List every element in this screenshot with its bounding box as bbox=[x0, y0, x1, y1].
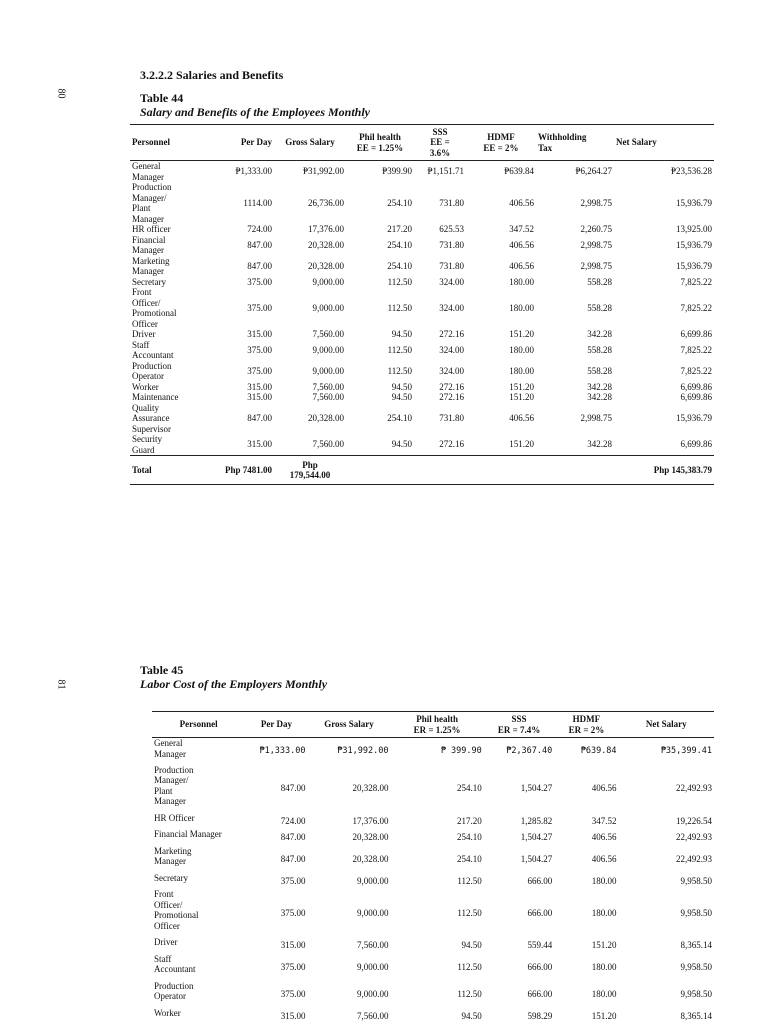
col-personnel: Personnel bbox=[152, 712, 245, 738]
personnel-name: Secretary bbox=[154, 872, 188, 883]
per-day-cell: 847.00 bbox=[247, 239, 272, 250]
table-44-title: Salary and Benefits of the Employees Monthly bbox=[140, 105, 371, 119]
per-day-cell: 375.00 bbox=[280, 875, 306, 886]
net-salary-cell: ₱23,536.28 bbox=[670, 166, 712, 177]
hdmf-cell: 406.56 bbox=[591, 853, 617, 864]
sss-cell: ₱2,367.40 bbox=[506, 746, 553, 756]
sss-cell: 272.16 bbox=[439, 381, 464, 392]
phil-health-cell: 112.50 bbox=[457, 907, 482, 918]
personnel-name: Worker bbox=[132, 381, 159, 392]
phil-health-cell: 94.50 bbox=[391, 439, 412, 450]
personnel-name: General Manager bbox=[132, 161, 164, 182]
sss-cell: 324.00 bbox=[439, 344, 464, 355]
sss-cell: 272.16 bbox=[439, 392, 464, 402]
withholding-tax-cell: 558.28 bbox=[587, 276, 612, 287]
sss-cell: 272.16 bbox=[439, 329, 464, 339]
personnel-name: General Manager bbox=[154, 738, 186, 759]
table-row bbox=[130, 361, 714, 382]
withholding-tax-cell: 342.28 bbox=[587, 392, 612, 402]
phil-health-cell: ₱399.90 bbox=[382, 166, 412, 177]
gross-salary-cell: 7,560.00 bbox=[356, 1010, 389, 1021]
col-sss: SSS EE = 3.6% bbox=[414, 125, 466, 161]
sss-cell: 559.44 bbox=[527, 940, 553, 950]
net-salary-cell: 7,825.22 bbox=[680, 344, 712, 355]
net-salary-cell: 22,492.93 bbox=[676, 853, 712, 864]
phil-health-cell: 112.50 bbox=[457, 961, 482, 972]
table-row bbox=[130, 277, 714, 288]
personnel-name: Maintenance bbox=[132, 392, 179, 402]
sss-cell: 625.53 bbox=[439, 224, 464, 234]
table-45 bbox=[152, 711, 714, 1024]
gross-salary-cell: 7,560.00 bbox=[312, 439, 344, 450]
per-day-cell: 315.00 bbox=[247, 381, 272, 392]
withholding-tax-cell: 558.28 bbox=[587, 302, 612, 313]
sss-cell: 731.80 bbox=[439, 197, 464, 208]
col-per-day: Per Day bbox=[214, 125, 274, 161]
per-day-cell: ₱1,333.00 bbox=[259, 746, 306, 756]
hdmf-cell: 180.00 bbox=[591, 961, 617, 972]
sss-cell: 324.00 bbox=[439, 365, 464, 376]
gross-salary-cell: 9,000.00 bbox=[356, 907, 389, 918]
hdmf-cell: 151.20 bbox=[509, 329, 534, 339]
personnel-name: Front Officer/ Promotional Officer bbox=[132, 287, 177, 329]
net-salary-cell: 9,958.50 bbox=[680, 907, 712, 918]
gross-salary-cell: 17,376.00 bbox=[352, 815, 389, 826]
phil-health-cell: 112.50 bbox=[387, 365, 412, 376]
col-sss: SSS ER = 7.4% bbox=[484, 712, 555, 738]
per-day-cell: 375.00 bbox=[280, 907, 306, 918]
net-salary-cell: 8,365.14 bbox=[680, 940, 712, 950]
gross-salary-cell: 9,000.00 bbox=[312, 276, 344, 287]
phil-health-cell: 217.20 bbox=[387, 224, 412, 234]
gross-salary-cell: 9,000.00 bbox=[312, 344, 344, 355]
personnel-name: Quality Assurance Supervisor bbox=[132, 402, 171, 434]
hdmf-cell: 151.20 bbox=[591, 940, 617, 950]
table-row bbox=[152, 846, 714, 873]
per-day-cell: 375.00 bbox=[280, 988, 306, 999]
sss-cell: 731.80 bbox=[439, 260, 464, 271]
col-net-salary: Net Salary bbox=[619, 712, 714, 738]
phil-health-cell: 254.10 bbox=[387, 197, 412, 208]
hdmf-cell: 151.20 bbox=[509, 392, 534, 402]
personnel-name: Production Manager/ Plant Manager bbox=[154, 764, 194, 806]
gross-salary-cell: 17,376.00 bbox=[308, 224, 344, 234]
sss-cell: 731.80 bbox=[439, 239, 464, 250]
col-per-day: Per Day bbox=[245, 712, 307, 738]
gross-salary-cell: 20,328.00 bbox=[308, 413, 344, 423]
gross-salary-cell: 20,328.00 bbox=[352, 832, 389, 842]
withholding-tax-cell: 2,998.75 bbox=[580, 260, 612, 271]
phil-health-cell: 94.50 bbox=[391, 392, 412, 402]
personnel-name: Security Guard bbox=[132, 434, 162, 455]
per-day-cell: 1114.00 bbox=[243, 197, 272, 208]
per-day-cell: 315.00 bbox=[247, 439, 272, 450]
hdmf-cell: ₱639.84 bbox=[504, 166, 534, 177]
personnel-name: Secretary bbox=[132, 276, 166, 287]
phil-health-cell: 112.50 bbox=[387, 276, 412, 287]
sss-cell: 666.00 bbox=[527, 988, 553, 999]
phil-health-cell: ₱ 399.90 bbox=[440, 746, 482, 756]
col-gross-salary: Gross Salary bbox=[274, 125, 346, 161]
gross-salary-cell: 20,328.00 bbox=[352, 783, 389, 794]
col-hdmf: HDMF EE = 2% bbox=[466, 125, 536, 161]
phil-health-cell: 254.10 bbox=[457, 783, 482, 794]
phil-health-cell: 112.50 bbox=[387, 302, 412, 313]
sss-cell: 272.16 bbox=[439, 439, 464, 450]
per-day-cell: 847.00 bbox=[280, 832, 306, 842]
per-day-cell: 847.00 bbox=[247, 413, 272, 423]
total-per-day: Php 7481.00 bbox=[214, 456, 274, 485]
table-45-label: Table 45 bbox=[140, 663, 184, 677]
hdmf-cell: 406.56 bbox=[591, 832, 617, 842]
personnel-name: Production Operator bbox=[132, 360, 172, 381]
gross-salary-cell: 9,000.00 bbox=[356, 988, 389, 999]
net-salary-cell: 15,936.79 bbox=[676, 239, 712, 250]
hdmf-cell: 180.00 bbox=[509, 302, 534, 313]
gross-salary-cell: 20,328.00 bbox=[308, 260, 344, 271]
sss-cell: 1,285.82 bbox=[520, 815, 553, 826]
per-day-cell: ₱1,333.00 bbox=[235, 166, 272, 177]
table-row bbox=[130, 256, 714, 277]
personnel-name: HR Officer bbox=[154, 812, 195, 823]
table-row bbox=[152, 981, 714, 1008]
hdmf-cell: 180.00 bbox=[509, 365, 534, 376]
gross-salary-cell: 9,000.00 bbox=[356, 875, 389, 886]
personnel-name: Front Officer/ Promotional Officer bbox=[154, 889, 199, 931]
withholding-tax-cell: 558.28 bbox=[587, 365, 612, 376]
table-row bbox=[130, 403, 714, 435]
sss-cell: ₱1,151.71 bbox=[427, 166, 464, 177]
sss-cell: 1,504.27 bbox=[520, 783, 553, 794]
net-salary-cell: 15,936.79 bbox=[676, 260, 712, 271]
page-number: 80 bbox=[55, 88, 67, 99]
table-row bbox=[152, 873, 714, 890]
gross-salary-cell: 26,736.00 bbox=[308, 197, 344, 208]
table-44-caption bbox=[140, 91, 370, 119]
per-day-cell: 315.00 bbox=[280, 940, 306, 950]
sss-cell: 666.00 bbox=[527, 961, 553, 972]
table-44-label: Table 44 bbox=[140, 91, 184, 105]
table-row bbox=[152, 937, 714, 954]
hdmf-cell: 347.52 bbox=[591, 815, 617, 826]
withholding-tax-cell: ₱6,264.27 bbox=[575, 166, 612, 177]
withholding-tax-cell: 342.28 bbox=[587, 439, 612, 450]
gross-salary-cell: 9,000.00 bbox=[356, 961, 389, 972]
personnel-name: Marketing Manager bbox=[132, 255, 170, 276]
per-day-cell: 375.00 bbox=[247, 344, 272, 355]
phil-health-cell: 94.50 bbox=[461, 940, 482, 950]
net-salary-cell: ₱35,399.41 bbox=[660, 746, 712, 756]
net-salary-cell: 6,699.86 bbox=[680, 392, 712, 402]
withholding-tax-cell: 2,998.75 bbox=[580, 239, 612, 250]
hdmf-cell: 180.00 bbox=[509, 276, 534, 287]
per-day-cell: 724.00 bbox=[247, 224, 272, 234]
net-salary-cell: 9,958.50 bbox=[680, 875, 712, 886]
net-salary-cell: 9,958.50 bbox=[680, 988, 712, 999]
table-row bbox=[152, 738, 714, 765]
phil-health-cell: 94.50 bbox=[391, 329, 412, 339]
table-row bbox=[130, 329, 714, 340]
phil-health-cell: 254.10 bbox=[387, 239, 412, 250]
hdmf-cell: 180.00 bbox=[509, 344, 534, 355]
hdmf-cell: 406.56 bbox=[509, 239, 534, 250]
sss-cell: 598.29 bbox=[527, 1010, 553, 1021]
phil-health-cell: 254.10 bbox=[387, 260, 412, 271]
gross-salary-cell: 20,328.00 bbox=[308, 239, 344, 250]
gross-salary-cell: ₱31,992.00 bbox=[337, 746, 389, 756]
phil-health-cell: 254.10 bbox=[457, 832, 482, 842]
personnel-name: Staff Accountant bbox=[154, 953, 196, 974]
phil-health-cell: 254.10 bbox=[387, 413, 412, 423]
hdmf-cell: ₱639.84 bbox=[580, 746, 617, 756]
phil-health-cell: 112.50 bbox=[457, 988, 482, 999]
gross-salary-cell: 20,328.00 bbox=[352, 853, 389, 864]
table-row bbox=[130, 161, 714, 183]
hdmf-cell: 151.20 bbox=[591, 1010, 617, 1021]
table-row bbox=[152, 1008, 714, 1024]
per-day-cell: 724.00 bbox=[280, 815, 306, 826]
table-row bbox=[152, 829, 714, 846]
phil-health-cell: 254.10 bbox=[457, 853, 482, 864]
table-44 bbox=[130, 124, 714, 485]
gross-salary-cell: 7,560.00 bbox=[312, 329, 344, 339]
sss-cell: 324.00 bbox=[439, 302, 464, 313]
table-row bbox=[152, 765, 714, 813]
hdmf-cell: 406.56 bbox=[509, 260, 534, 271]
page-number: 81 bbox=[55, 679, 67, 690]
phil-health-cell: 94.50 bbox=[461, 1010, 482, 1021]
withholding-tax-cell: 342.28 bbox=[587, 381, 612, 392]
sss-cell: 1,504.27 bbox=[520, 832, 553, 842]
gross-salary-cell: 9,000.00 bbox=[312, 365, 344, 376]
per-day-cell: 375.00 bbox=[247, 365, 272, 376]
table-row bbox=[130, 392, 714, 403]
total-label: Total bbox=[130, 456, 214, 485]
table-row bbox=[130, 182, 714, 224]
table-row bbox=[130, 434, 714, 456]
total-net: Php 145,383.79 bbox=[614, 456, 714, 485]
net-salary-cell: 7,825.22 bbox=[680, 302, 712, 313]
personnel-name: HR officer bbox=[132, 224, 171, 234]
net-salary-cell: 6,699.86 bbox=[680, 329, 712, 339]
withholding-tax-cell: 558.28 bbox=[587, 344, 612, 355]
col-withholding-tax: Withholding Tax bbox=[536, 125, 614, 161]
col-personnel: Personnel bbox=[130, 125, 214, 161]
per-day-cell: 847.00 bbox=[280, 853, 306, 864]
personnel-name: Marketing Manager bbox=[154, 845, 192, 866]
hdmf-cell: 347.52 bbox=[509, 224, 534, 234]
sss-cell: 324.00 bbox=[439, 276, 464, 287]
personnel-name: Production Manager/ Plant Manager bbox=[132, 182, 172, 224]
phil-health-cell: 94.50 bbox=[391, 381, 412, 392]
hdmf-cell: 151.20 bbox=[509, 439, 534, 450]
table-row bbox=[130, 340, 714, 361]
table-row bbox=[130, 224, 714, 235]
net-salary-cell: 15,936.79 bbox=[676, 197, 712, 208]
net-salary-cell: 8,365.14 bbox=[680, 1010, 712, 1021]
hdmf-cell: 180.00 bbox=[591, 988, 617, 999]
net-salary-cell: 6,699.86 bbox=[680, 439, 712, 450]
per-day-cell: 315.00 bbox=[247, 392, 272, 402]
phil-health-cell: 112.50 bbox=[457, 875, 482, 886]
sss-cell: 1,504.27 bbox=[520, 853, 553, 864]
col-gross-salary: Gross Salary bbox=[308, 712, 391, 738]
personnel-name: Financial Manager bbox=[154, 829, 222, 839]
col-hdmf: HDMF ER = 2% bbox=[554, 712, 618, 738]
phil-health-cell: 112.50 bbox=[387, 344, 412, 355]
withholding-tax-cell: 2,998.75 bbox=[580, 197, 612, 208]
net-salary-cell: 9,958.50 bbox=[680, 961, 712, 972]
col-phil-health: Phil health ER = 1.25% bbox=[390, 712, 483, 738]
table-row bbox=[152, 813, 714, 830]
per-day-cell: 315.00 bbox=[247, 329, 272, 339]
sss-cell: 666.00 bbox=[527, 907, 553, 918]
net-salary-cell: 19,226.54 bbox=[676, 815, 712, 826]
personnel-name: Staff Accountant bbox=[132, 339, 174, 360]
table-row bbox=[130, 382, 714, 393]
table-row bbox=[130, 235, 714, 256]
per-day-cell: 375.00 bbox=[247, 302, 272, 313]
per-day-cell: 375.00 bbox=[280, 961, 306, 972]
gross-salary-cell: 7,560.00 bbox=[312, 381, 344, 392]
table-row bbox=[152, 889, 714, 937]
gross-salary-cell: ₱31,992.00 bbox=[302, 166, 344, 177]
phil-health-cell: 217.20 bbox=[457, 815, 482, 826]
gross-salary-cell: 7,560.00 bbox=[312, 392, 344, 402]
per-day-cell: 847.00 bbox=[280, 783, 306, 794]
net-salary-cell: 22,492.93 bbox=[676, 832, 712, 842]
col-net-salary: Net Salary bbox=[614, 125, 714, 161]
net-salary-cell: 7,825.22 bbox=[680, 276, 712, 287]
sss-cell: 731.80 bbox=[439, 413, 464, 423]
withholding-tax-cell: 2,260.75 bbox=[580, 224, 612, 234]
net-salary-cell: 15,936.79 bbox=[676, 413, 712, 423]
personnel-name: Driver bbox=[154, 937, 178, 947]
per-day-cell: 847.00 bbox=[247, 260, 272, 271]
hdmf-cell: 406.56 bbox=[591, 783, 617, 794]
net-salary-cell: 6,699.86 bbox=[680, 381, 712, 392]
table-row bbox=[130, 287, 714, 329]
per-day-cell: 315.00 bbox=[280, 1010, 306, 1021]
personnel-name: Production Operator bbox=[154, 980, 194, 1001]
sss-cell: 666.00 bbox=[527, 875, 553, 886]
col-phil-health: Phil health EE = 1.25% bbox=[346, 125, 414, 161]
hdmf-cell: 151.20 bbox=[509, 381, 534, 392]
net-salary-cell: 13,925.00 bbox=[676, 224, 712, 234]
personnel-name: Worker bbox=[154, 1007, 181, 1018]
table-45-title: Labor Cost of the Employers Monthly bbox=[140, 677, 328, 691]
per-day-cell: 375.00 bbox=[247, 276, 272, 287]
personnel-name: Driver bbox=[132, 329, 156, 339]
hdmf-cell: 180.00 bbox=[591, 875, 617, 886]
gross-salary-cell: 7,560.00 bbox=[356, 940, 389, 950]
table-row bbox=[152, 954, 714, 981]
total-gross: Php 179,544.00 bbox=[274, 456, 346, 485]
personnel-name: Financial Manager bbox=[132, 234, 166, 255]
hdmf-cell: 180.00 bbox=[591, 907, 617, 918]
withholding-tax-cell: 342.28 bbox=[587, 329, 612, 339]
table-45-caption bbox=[140, 663, 327, 691]
withholding-tax-cell: 2,998.75 bbox=[580, 413, 612, 423]
hdmf-cell: 406.56 bbox=[509, 197, 534, 208]
gross-salary-cell: 9,000.00 bbox=[312, 302, 344, 313]
net-salary-cell: 22,492.93 bbox=[676, 783, 712, 794]
section-heading: 3.2.2.2 Salaries and Benefits bbox=[140, 68, 284, 82]
net-salary-cell: 7,825.22 bbox=[680, 365, 712, 376]
hdmf-cell: 406.56 bbox=[509, 413, 534, 423]
